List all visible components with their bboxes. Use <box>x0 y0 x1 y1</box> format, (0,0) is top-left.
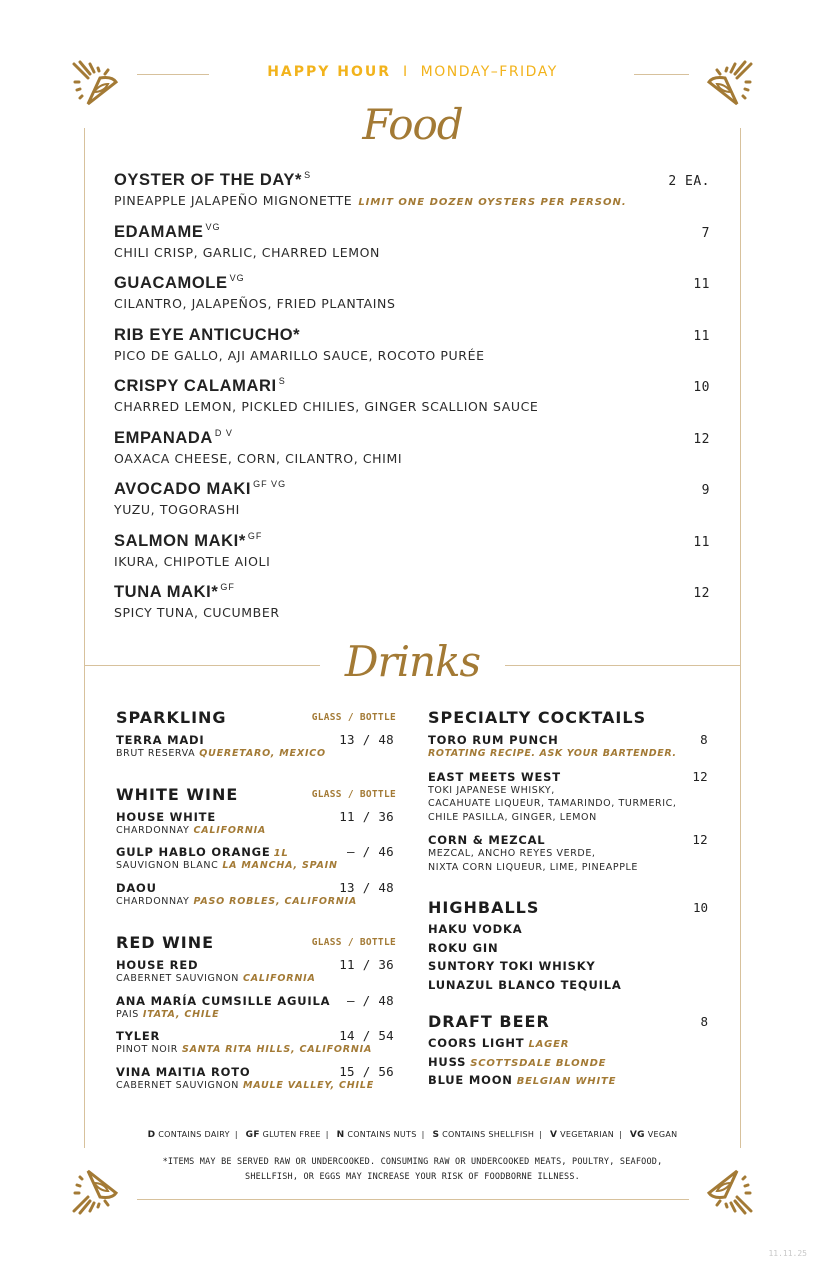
section-header-sparkling <box>116 708 396 730</box>
food-item-desc: CHARRED LEMON, PICKLED CHILIES, GINGER SCALLION SAUCE <box>114 399 539 414</box>
section-price: 8 <box>700 1014 708 1029</box>
drink-varietal: SAUVIGNON BLANC <box>116 860 219 871</box>
food-title: Food <box>362 100 463 149</box>
drink-price: 11 / 36 <box>339 808 394 824</box>
food-item <box>114 376 714 428</box>
food-item-desc: CHILI CRISP, GARLIC, CHARRED LEMON <box>114 244 380 260</box>
food-item <box>114 273 714 325</box>
food-item <box>114 531 714 583</box>
drink-ingredients: CACAHUATE LIQUEUR, TAMARINDO, TURMERIC, <box>428 798 677 809</box>
food-item-price: 12 <box>693 586 710 601</box>
banner-separator: I <box>403 64 409 80</box>
food-item-desc: OAXACA CHEESE, CORN, CILANTRO, CHIMI <box>114 450 403 466</box>
drink-item <box>428 770 710 825</box>
drink-item <box>116 810 396 838</box>
dietary-tags: GF <box>247 530 263 541</box>
legend-label: VEGAN <box>647 1130 678 1139</box>
drink-varietal: BRUT RESERVA <box>116 748 196 759</box>
food-item-desc: SPICY TUNA, CUCUMBER <box>114 605 280 620</box>
dietary-tags: S <box>304 170 312 180</box>
beer-item <box>428 1055 710 1074</box>
glass-bottle-label: GLASS / BOTTLE <box>311 788 396 800</box>
section-header-cocktails <box>428 708 710 730</box>
food-list <box>114 170 714 634</box>
drink-region: SANTA RITA HILLS, CALIFORNIA <box>181 1044 373 1055</box>
drink-varietal: CABERNET SAUVIGNON <box>116 1079 239 1091</box>
food-item-desc: YUZU, TOGORASHI <box>114 502 240 517</box>
drink-varietal: PAIS <box>116 1008 139 1020</box>
drink-item <box>116 881 396 909</box>
legend-label: GLUTEN FREE <box>262 1130 321 1139</box>
drink-price: 14 / 54 <box>339 1028 394 1043</box>
drink-region: PASO ROBLES, CALIFORNIA <box>193 895 358 907</box>
food-item-name: EDAMAME <box>114 222 204 241</box>
drink-region: LA MANCHA, SPAIN <box>222 860 338 871</box>
drink-item <box>116 1065 396 1093</box>
drink-name: CORN & MEZCAL <box>428 833 546 847</box>
legend-label: VEGETARIAN <box>560 1130 615 1139</box>
drink-name: VINA MAITIA ROTO <box>116 1064 251 1079</box>
beer-style: LAGER <box>528 1039 570 1050</box>
food-item <box>114 479 714 531</box>
drink-name: TERRA MADI <box>116 733 205 747</box>
food-item-price: 12 <box>693 431 710 447</box>
drink-ingredients: CHILE PASILLA, GINGER, LEMON <box>428 811 597 823</box>
highball-item: ROKU GIN <box>428 940 499 955</box>
dietary-tags: D V <box>214 427 233 438</box>
drink-name: HOUSE WHITE <box>116 809 216 824</box>
happy-hour-banner <box>0 64 825 80</box>
drink-varietal: CHARDONNAY <box>116 824 190 836</box>
food-item-price: 10 <box>693 380 710 395</box>
drink-ingredients: TOKI JAPANESE WHISKY, <box>428 784 555 796</box>
food-item-desc: PICO DE GALLO, AJI AMARILLO SAUCE, ROCOTO PURÉE <box>114 347 485 363</box>
drink-varietal: CHARDONNAY <box>116 895 190 907</box>
section-header-red-wine <box>116 933 396 955</box>
food-item-name: OYSTER OF THE DAY* <box>114 171 303 189</box>
glass-bottle-label: GLASS / BOTTLE <box>311 712 396 723</box>
dietary-tags: GF <box>220 582 235 592</box>
highball-item: SUNTORY TOKI WHISKY <box>428 959 596 973</box>
beer-style: SCOTTSDALE BLONDE <box>470 1057 607 1069</box>
drink-varietal: CABERNET SAUVIGNON <box>116 973 239 984</box>
raw-food-disclaimer <box>0 1155 825 1185</box>
food-item-price: 9 <box>701 483 710 498</box>
section-title: HIGHBALLS <box>428 898 540 917</box>
drink-price: 12 <box>692 832 708 847</box>
drink-varietal: PINOT NOIR <box>116 1044 178 1055</box>
food-item-note: LIMIT ONE DOZEN OYSTERS PER PERSON. <box>358 197 627 208</box>
beer-name: COORS LIGHT <box>428 1036 525 1050</box>
food-item-price: 2 EA. <box>668 174 710 189</box>
food-item-desc: PINEAPPLE JALAPEÑO MIGNONETTE <box>114 193 353 208</box>
drink-ingredients: NIXTA CORN LIQUEUR, LIME, PINEAPPLE <box>428 861 639 873</box>
beer-name: HUSS <box>428 1054 467 1069</box>
section-title: SPARKLING <box>116 708 227 727</box>
drink-item <box>116 733 396 761</box>
drink-name: HOUSE RED <box>116 958 199 972</box>
food-item-name: TUNA MAKI* <box>114 583 219 601</box>
drink-name: EAST MEETS WEST <box>428 769 561 784</box>
food-item <box>114 428 714 480</box>
drinks-right-column <box>428 708 710 1092</box>
drink-item <box>116 958 396 986</box>
drink-item <box>116 1029 396 1057</box>
drink-region: CALIFORNIA <box>193 824 267 836</box>
section-title: DRAFT BEER <box>428 1012 550 1031</box>
legend-code: N <box>336 1130 345 1140</box>
food-item-name: CRISPY CALAMARI <box>114 377 277 395</box>
section-header-highballs <box>428 898 710 922</box>
legend-label: CONTAINS NUTS <box>347 1130 417 1139</box>
drink-item <box>428 733 710 761</box>
section-header-draft-beer <box>428 1012 710 1036</box>
section-title: RED WINE <box>116 933 215 952</box>
food-item-price: 11 <box>693 534 710 550</box>
drink-price: – / 48 <box>347 992 394 1008</box>
legend-label: CONTAINS SHELLFISH <box>442 1130 535 1139</box>
beer-name: BLUE MOON <box>428 1073 513 1087</box>
section-price: 10 <box>692 900 708 915</box>
drink-region: ITATA, CHILE <box>142 1008 220 1020</box>
drink-name: DAOU <box>116 880 157 895</box>
food-item-name: SALMON MAKI* <box>114 531 246 550</box>
legend-code: VG <box>629 1130 645 1140</box>
legend-code: D <box>147 1130 156 1140</box>
drink-name: ANA MARÍA CUMSILLE AGUILA <box>116 993 331 1008</box>
drink-item <box>428 833 710 874</box>
section-title: WHITE WINE <box>116 784 239 804</box>
beer-item <box>428 1036 710 1055</box>
drink-name: GULP HABLO ORANGE <box>116 845 271 859</box>
drink-price: – / 46 <box>347 844 394 859</box>
menu-date: 11.11.25 <box>768 1249 807 1258</box>
drinks-title: Drinks <box>344 637 481 686</box>
food-item-price: 11 <box>693 277 710 292</box>
food-item <box>114 325 714 377</box>
drinks-left-column <box>116 708 396 1092</box>
food-item-desc: CILANTRO, JALAPEÑOS, FRIED PLANTAINS <box>114 296 396 311</box>
drink-item <box>116 994 396 1022</box>
legend-code: GF <box>245 1130 260 1140</box>
disclaimer-line: *ITEMS MAY BE SERVED RAW OR UNDERCOOKED. CONSUMING RAW OR UNDERCOOKED MEATS, POULTRY, SEAFOOD, <box>162 1157 663 1167</box>
dietary-tags: GF VG <box>253 479 287 489</box>
highball-item: HAKU VODKA <box>428 922 523 936</box>
beer-item <box>428 1073 710 1092</box>
section-title: SPECIALTY COCKTAILS <box>428 708 647 727</box>
food-item-name: EMPANADA <box>114 428 213 447</box>
legend-code: V <box>550 1130 558 1140</box>
dietary-legend: D CONTAINS DAIRY | GF GLUTEN FREE | N CONTAINS NUTS | S CONTAINS SHELLFISH | V VEGETARIAN | VG VEGAN <box>147 1130 678 1140</box>
drink-item <box>116 845 396 873</box>
food-item-desc: IKURA, CHIPOTLE AIOLI <box>114 553 271 569</box>
happy-hour-days: MONDAY–FRIDAY <box>420 64 558 80</box>
legend-code: S <box>432 1130 440 1140</box>
drink-note: ROTATING RECIPE. ASK YOUR BARTENDER. <box>428 748 677 759</box>
food-item-name: AVOCADO MAKI <box>114 480 252 498</box>
drink-price: 8 <box>700 732 708 747</box>
food-item-name: GUACAMOLE <box>114 274 228 292</box>
glass-bottle-label: GLASS / BOTTLE <box>311 937 396 948</box>
drink-price: 13 / 48 <box>339 732 394 747</box>
disclaimer-line: SHELLFISH, OR EGGS MAY INCREASE YOUR RISK OF FOODBORNE ILLNESS. <box>245 1172 580 1182</box>
bottom-rule <box>137 1199 689 1200</box>
section-header-white-wine <box>116 785 396 807</box>
drink-name: TYLER <box>116 1029 161 1043</box>
drink-price: 13 / 48 <box>339 879 394 895</box>
dietary-tags: S <box>278 376 286 386</box>
drink-price: 15 / 56 <box>339 1063 394 1079</box>
drink-region: QUERETARO, MEXICO <box>199 748 326 759</box>
food-item <box>114 170 714 222</box>
drink-region: MAULE VALLEY, CHILE <box>243 1079 375 1091</box>
drink-name: TORO RUM PUNCH <box>428 733 559 747</box>
drink-price: 12 <box>692 768 708 784</box>
happy-hour-label: HAPPY HOUR <box>267 64 392 80</box>
legend-label: CONTAINS DAIRY <box>158 1130 230 1139</box>
dietary-tags: VG <box>229 273 245 283</box>
food-item <box>114 222 714 274</box>
food-item <box>114 582 714 634</box>
drink-price: 11 / 36 <box>339 957 394 972</box>
beer-style: BELGIAN WHITE <box>516 1076 617 1087</box>
highball-item: LUNAZUL BLANCO TEQUILA <box>428 977 622 992</box>
food-item-price: 11 <box>693 328 710 344</box>
drink-size-tag: 1L <box>273 848 289 859</box>
dietary-tags: VG <box>205 221 221 232</box>
food-item-price: 7 <box>701 225 710 241</box>
drink-region: CALIFORNIA <box>243 973 316 984</box>
food-item-name: RIB EYE ANTICUCHO* <box>114 325 301 344</box>
drink-ingredients: MEZCAL, ANCHO REYES VERDE, <box>428 848 596 859</box>
